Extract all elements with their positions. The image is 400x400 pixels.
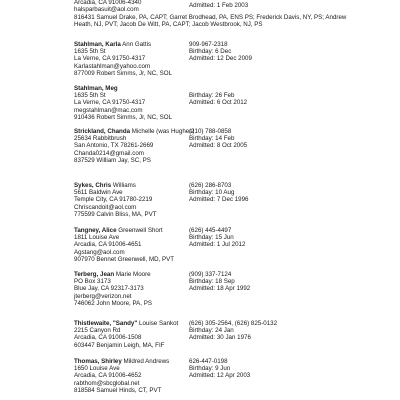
lineage: 907970 Bennet Greenwell, MD, PVT (74, 255, 175, 263)
address-line: 1635 5th St (74, 92, 106, 100)
record-right-column (189, 182, 364, 204)
record-right-column (189, 227, 364, 249)
record-right-column (189, 41, 364, 63)
address-line: Temple City, CA 91780-2219 (74, 196, 153, 204)
member-surname-given: Strickland, Chanda (74, 128, 131, 135)
lineage: 877009 Robert Simms, Jr, NC, SOL (74, 69, 173, 77)
email: Chriscandoit@aol.com (74, 203, 137, 211)
record-left-column (74, 271, 186, 307)
member-name-rest: Michelle (was Hughes) (130, 128, 195, 135)
address-line: Arcadia, CA 91006-4651 (74, 241, 142, 249)
member-name (74, 271, 186, 278)
lineage: 746062 John Moore, PA, PS (74, 299, 152, 307)
lineage: 775599 Calvin Bliss, MA, PVT (74, 210, 157, 218)
member-surname-given: Stahlman, Karla (74, 41, 121, 48)
member-surname-given: Tangney, Alice (74, 227, 117, 234)
member-name-rest: Ann Gattis (120, 41, 152, 48)
address-line: Arcadia, CA 91006-4340 (74, 0, 142, 6)
email: jterberg@verizon.net (74, 292, 132, 300)
member-name (74, 182, 186, 189)
member-name-rest: Louise Sankot (137, 320, 179, 327)
admitted: Admitted: 1 Feb 2003 (189, 2, 249, 9)
admitted: Admitted: 6 Oct 2012 (189, 99, 248, 107)
record-left-column (74, 182, 186, 218)
record-left-column (74, 0, 186, 13)
lineage: 603447 Benjamin Leigh, MA, FIF (74, 341, 165, 349)
record-left-column (74, 320, 186, 349)
address-line: 2215 Canyon Rd (74, 327, 121, 335)
birthday: Birthday: 18 Sep (189, 278, 235, 286)
member-surname-given: Thistlewaite, "Sandy" (74, 320, 138, 327)
address-line: La Verne, CA 91750-4317 (74, 55, 146, 63)
admitted: Admitted: 18 Apr 1992 (189, 285, 251, 293)
record-right-column (189, 92, 364, 106)
birthday: Birthday: 26 Feb (189, 92, 235, 99)
address-line: Arcadia, CA 91006-4652 (74, 372, 142, 380)
phone: (626) 445-4497 (189, 227, 232, 234)
lineage: 816431 Samuel Drake, PA, CAPT; Garret Brodhead, PA, ENS PS; Frederick Davis, NY, PS; Andrew Heath, NJ, PVT; Jacob De Witt, PA, CAPT; Jacob Westbrook, NJ, PS (74, 13, 347, 28)
address-line: PO Box 3173 (74, 278, 111, 286)
address-line: 25634 Rabbitbrush (74, 135, 127, 143)
admitted: Admitted: 1 Jul 2012 (189, 241, 246, 249)
member-name-rest: Greenwell Short (116, 227, 163, 234)
address-line: La Verne, CA 91750-4317 (74, 99, 146, 107)
record-right-column (189, 128, 364, 150)
birthday: Birthday: 6 Dec (189, 48, 232, 56)
email: Agstang@aol.com (74, 248, 125, 256)
phone: (626) 305-2564, (626) 825-0132 (189, 320, 278, 327)
lineage: 837529 William Jay, SC, PS (74, 156, 151, 164)
admitted: Admitted: 30 Jan 1976 (189, 334, 251, 342)
lineage: 910436 Robert Simms, Jr, NC, SOL (74, 113, 173, 121)
member-surname-given: Sykes, Chris (74, 182, 112, 189)
member-name-rest: Williams (111, 182, 136, 189)
phone: (909) 337-7124 (189, 271, 232, 278)
address-line: 1650 Louise Ave (74, 365, 120, 373)
address-line: Arcadia, CA 91006-1508 (74, 334, 142, 342)
email: Chanda0214@gmail.com (74, 149, 144, 157)
member-name (74, 358, 186, 365)
record-right-column (189, 358, 364, 380)
phone: 626-447-0198 (189, 358, 228, 365)
record-left-column (74, 358, 186, 394)
member-name (74, 227, 186, 234)
birthday: Birthday: 10 Aug (189, 189, 235, 197)
member-name (74, 320, 186, 327)
admitted: Admitted: 12 Apr 2003 (189, 372, 251, 380)
address-line: 5611 Baldwin Ave (74, 189, 123, 197)
record-left-column (74, 227, 186, 263)
email: rabthom@sbcglobal.net (74, 379, 140, 387)
birthday: Birthday: 14 Feb (189, 135, 235, 143)
member-name (74, 128, 195, 135)
admitted: Admitted: 7 Dec 1996 (189, 196, 249, 204)
birthday: Birthday: 9 Jun (189, 365, 231, 373)
birthday: Birthday: 15 Jun (189, 234, 234, 242)
phone: (626) 286-8703 (189, 182, 232, 189)
record-left-column (74, 85, 186, 121)
member-surname-given: Stahlman, Meg (74, 85, 118, 92)
record-right-column (189, 271, 364, 293)
member-name (74, 85, 186, 92)
email: halsparbasuit@aol.com (74, 6, 139, 14)
record-left-column (74, 128, 195, 164)
birthday: Birthday: 24 Jan (189, 327, 234, 335)
address-line: 1811 Louise Ave (74, 234, 120, 242)
admitted: Admitted: 8 Oct 2005 (189, 142, 248, 150)
address-line: 1635 5th St (74, 48, 106, 56)
email: Karlastahlman@yahoo.com (74, 62, 151, 70)
record-left-column (74, 41, 186, 77)
record-right-column (189, 320, 364, 342)
record-right-column (189, 0, 364, 9)
member-name-rest: Marie Moore (114, 271, 151, 278)
member-name (74, 41, 186, 48)
member-surname-given: Terberg, Jean (74, 271, 115, 278)
address-line: San Antonio, TX 78261-2669 (74, 142, 154, 150)
address-line: Blue Jay, CA 92317-3173 (74, 285, 144, 293)
email: megstahlman@mac.com (74, 106, 143, 114)
phone: 909-967-2318 (189, 41, 228, 48)
admitted: Admitted: 12 Dec 2009 (189, 55, 252, 63)
member-surname-given: Thomas, Shirley (74, 358, 122, 365)
phone: (210) 788-0858 (189, 128, 232, 135)
lineage: 818584 Samuel Hinds, CT, PVT (74, 386, 162, 394)
member-name-rest: Mildred Andrews (121, 358, 170, 365)
